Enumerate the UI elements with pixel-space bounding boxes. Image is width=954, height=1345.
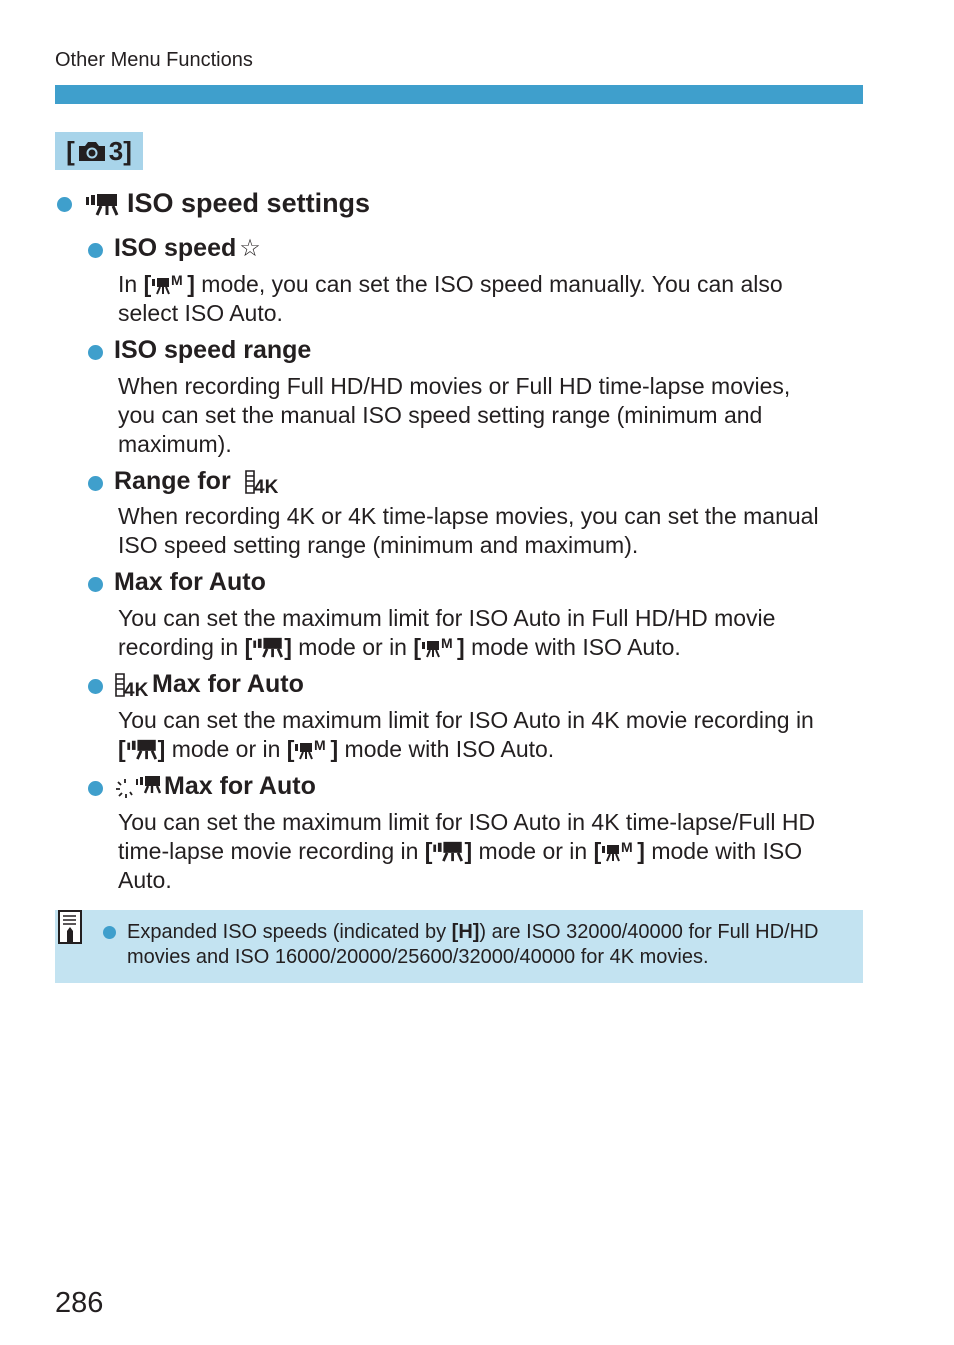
- svg-text:M: M: [621, 840, 633, 855]
- item-body-iso-speed-range: When recording Full HD/HD movies or Full HD time-lapse movies, you can set the manual ISO speed setting range (minimum and maximum).: [118, 373, 791, 457]
- item-title-time-lapse-max-for-auto: Max for Auto: [114, 772, 316, 801]
- movie-manual-icon: [294, 738, 330, 760]
- item-bullet: [88, 243, 103, 258]
- star-icon: ☆: [239, 235, 261, 262]
- camera-icon: [77, 140, 107, 162]
- item-title-iso-speed-range: ISO speed range: [114, 336, 312, 364]
- item-title-4k-max-for-auto: 4K Max for Auto: [114, 670, 304, 699]
- movie-camera-icon: [252, 636, 284, 658]
- svg-text:M: M: [171, 273, 183, 288]
- movie-manual-icon: [421, 636, 457, 658]
- tab-bracket-close: ]: [123, 135, 132, 166]
- item-bullet: [88, 345, 103, 360]
- item-body-max-for-auto: You can set the maximum limit for ISO Auto in Full HD/HD movie recording in [ ] mode or in [ M ] mode with ISO Auto.: [118, 605, 776, 660]
- running-header: Other Menu Functions: [55, 49, 253, 71]
- 4k-icon: [244, 469, 278, 495]
- item-bullet: [88, 577, 103, 592]
- item-body-4k-max-for-auto: You can set the maximum limit for ISO Auto in 4K movie recording in [ ] mode or in [ M ] mode with ISO Auto.: [118, 707, 814, 762]
- item-body-iso-speed: In [ M ] mode, you can set the ISO speed manually. You can also select ISO Auto.: [118, 271, 783, 326]
- item-bullet: [88, 679, 103, 694]
- 4k-icon: [114, 672, 148, 698]
- svg-text:4K: 4K: [253, 476, 278, 495]
- movie-camera-icon: [85, 192, 119, 216]
- item-bullet: [88, 781, 103, 796]
- svg-text:4K: 4K: [124, 679, 148, 698]
- tab-number: 3: [108, 135, 124, 166]
- note-text: Expanded ISO speeds (indicated by [H]) are ISO 32000/40000 for Full HD/HD movies and ISO 16000/20000/25600/32000/40000 for 4K movies.: [127, 921, 819, 968]
- item-title-max-for-auto: Max for Auto: [114, 568, 266, 596]
- movie-camera-icon: [126, 738, 158, 760]
- item-bullet: [88, 476, 103, 491]
- header-bar: [55, 85, 863, 104]
- time-lapse-movie-icon: [114, 774, 162, 800]
- svg-text:M: M: [441, 636, 453, 651]
- section-title: [85, 188, 370, 219]
- page-number: 286: [55, 1287, 104, 1319]
- item-title-range-for-4k: Range for 4K: [114, 467, 278, 496]
- menu-tab-label: [55, 132, 143, 170]
- movie-camera-icon: [432, 840, 464, 862]
- note-icon: [58, 910, 84, 946]
- movie-manual-icon: [151, 273, 187, 295]
- item-body-time-lapse-max-for-auto: You can set the maximum limit for ISO Auto in 4K time-lapse/Full HD time-lapse movie recording in [ ] mode or in [ M ] mode with ISO Auto.: [118, 809, 816, 893]
- note-bullet: [103, 926, 116, 939]
- note-box: [55, 910, 863, 983]
- tab-bracket-open: [: [66, 135, 75, 166]
- section-title-text: ISO speed settings: [127, 188, 371, 218]
- item-title-iso-speed: ISO speed ☆: [114, 234, 261, 262]
- movie-manual-icon: [601, 840, 637, 862]
- section-bullet: [57, 197, 72, 212]
- item-body-range-for-4k: When recording 4K or 4K time-lapse movies, you can set the manual ISO speed setting range (minimum and maximum).: [118, 503, 819, 558]
- svg-text:M: M: [314, 738, 327, 753]
